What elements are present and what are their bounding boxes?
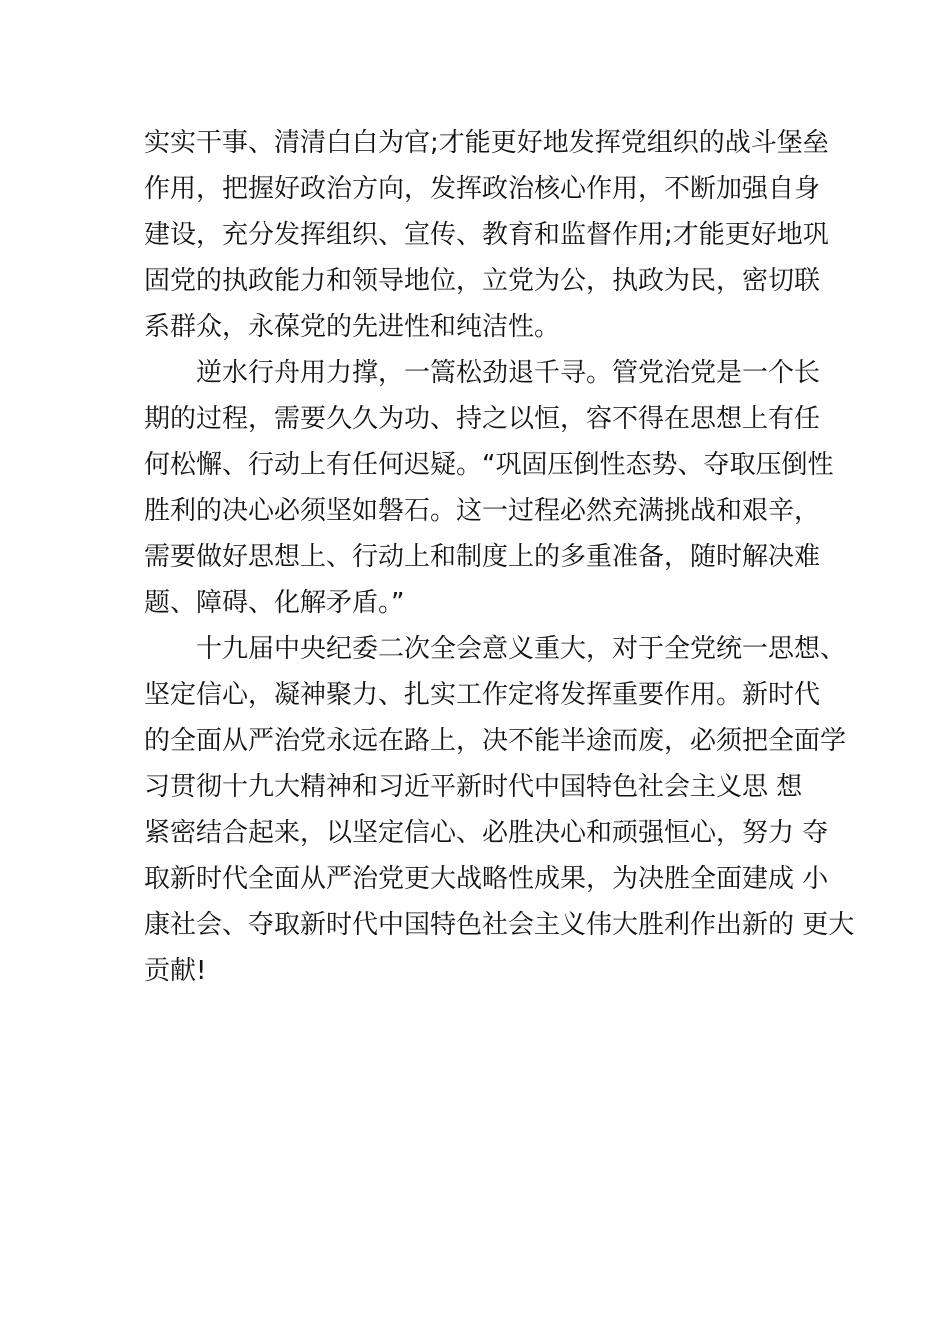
body-text: [144, 120, 855, 994]
text-line-14: 的全面从严治党永远在路上，决不能半途而废，必须把全面学: [144, 726, 847, 756]
text-line-6: 逆水行舟用力撑，一篙松劲退千寻。管党治党是一个长: [144, 358, 821, 388]
text-line-2: 作用，把握好政治方向，发挥政治核心作用，不断加强自身: [144, 174, 821, 204]
text-line-3: 建设，充分发挥组织、宣传、教育和监督作用;才能更好地巩: [144, 220, 829, 250]
text-line-18: 康社会、夺取新时代中国特色社会主义伟大胜利作出新的 更大: [144, 910, 855, 940]
text-line-13: 坚定信心，凝神聚力、扎实工作定将发挥重要作用。新时代: [144, 680, 821, 710]
text-line-9: 胜利的决心必须坚如磐石。这一过程必然充满挑战和艰辛，: [144, 496, 821, 526]
text-line-17: 取新时代全面从严治党更大战略性成果，为决胜全面建成 小: [144, 864, 829, 894]
text-line-15: 习贯彻十九大精神和习近平新时代中国特色社会主义思 想: [144, 772, 803, 802]
text-line-7: 期的过程，需要久久为功、持之以恒，容不得在思想上有任: [144, 404, 821, 434]
text-line-1: 实实干事、清清白白为官;才能更好地发挥党组织的战斗堡垒: [144, 128, 829, 158]
text-line-11: 题、障碍、化解矛盾。”: [144, 588, 405, 618]
text-line-16: 紧密结合起来，以坚定信心、必胜决心和顽强恒心，努力 夺: [144, 818, 829, 848]
text-line-4: 固党的执政能力和领导地位，立党为公，执政为民，密切联: [144, 266, 821, 296]
text-line-5: 系群众，永葆党的先进性和纯洁性。: [144, 312, 561, 342]
text-line-19: 贡献!: [144, 956, 207, 986]
text-line-10: 需要做好思想上、行动上和制度上的多重准备，随时解决难: [144, 542, 821, 572]
text-line-8: 何松懈、行动上有任何迟疑。“巩固压倒性态势、夺取压倒性: [144, 450, 834, 480]
text-line-12: 十九届中央纪委二次全会意义重大，对于全党统一思想、: [144, 634, 847, 664]
